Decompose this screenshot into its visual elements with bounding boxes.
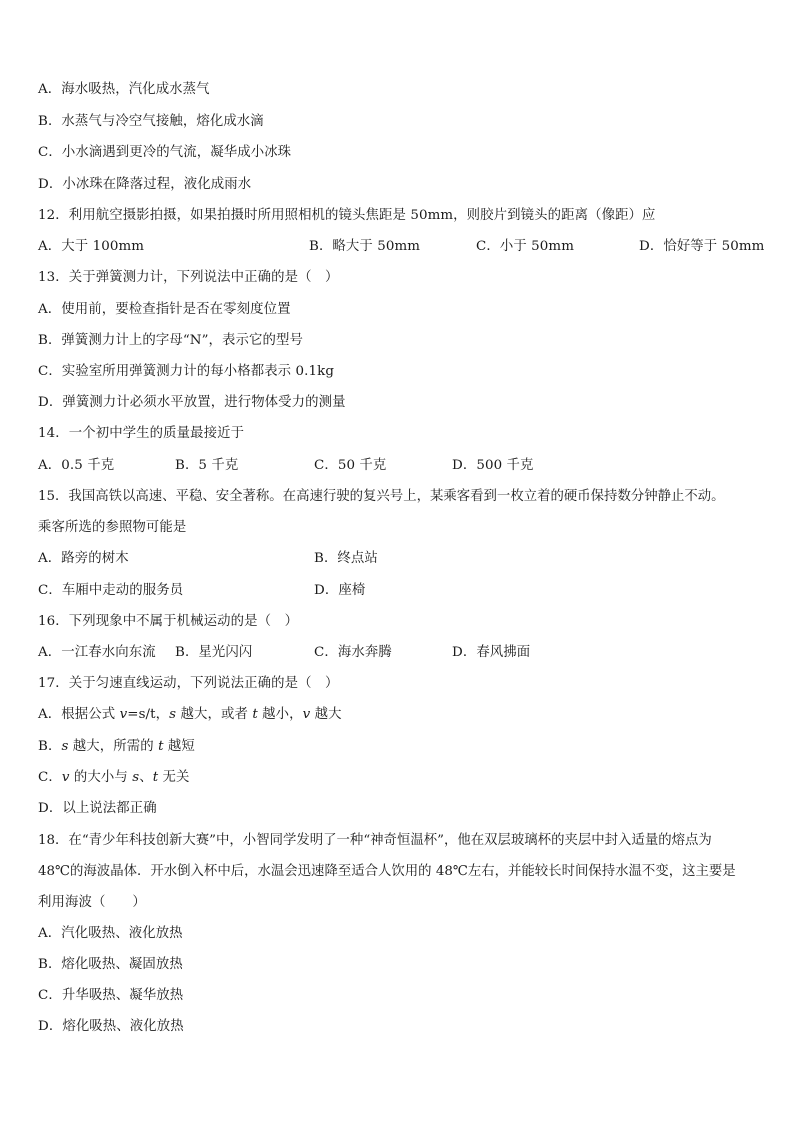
q13-stem: 13．关于弹簧测力计，下列说法中正确的是（ ） <box>38 270 339 285</box>
q16-option-c: C．海水奔腾 <box>314 645 392 660</box>
q18-option-c: C．升华吸热、凝华放热 <box>38 988 184 1003</box>
q18-option-a: A．汽化吸热、液化放热 <box>38 926 183 941</box>
q17b-var-s: s <box>61 739 69 754</box>
q14-options <box>38 456 638 476</box>
q12-stem: 12．利用航空摄影拍摄，如果拍摄时所用照相机的镜头焦距是 50mm，则胶片到镜头的距离（像距）应 <box>38 208 656 223</box>
q17-option-c <box>38 768 190 788</box>
q17c-end: 无关 <box>158 770 190 785</box>
q14-option-b: B．5 千克 <box>175 458 239 473</box>
q17b-mid: 越大，所需的 <box>68 739 159 754</box>
q17c-var-t: t <box>152 770 159 785</box>
q15-option-c: C．车厢中走动的服务员 <box>38 583 184 598</box>
q12-option-d: D．恰好等于 50mm <box>639 239 765 254</box>
q17a-var-t: t <box>252 707 258 722</box>
q17c-sep: 、 <box>139 770 153 785</box>
q11-option-d: D．小冰珠在降落过程，液化成雨水 <box>38 177 252 192</box>
q17a-var-v: v <box>119 707 128 722</box>
q17b-end: 越短 <box>163 739 195 754</box>
q17-option-d: D．以上说法都正确 <box>38 801 157 816</box>
q14-stem: 14．一个初中学生的质量最接近于 <box>38 426 245 441</box>
q15-options-row2 <box>38 581 638 601</box>
q15-stem-line1: 15．我国高铁以高速、平稳、安全著称。在高速行驶的复兴号上，某乘客看到一枚立着的硬币保持数分钟静止不动。 <box>38 489 725 504</box>
q14-option-c: C．50 千克 <box>314 458 387 473</box>
q13-option-a: A．使用前，要检查指针是否在零刻度位置 <box>38 302 291 317</box>
q16-option-b: B．星光闪闪 <box>175 645 253 660</box>
q15-option-b: B．终点站 <box>314 551 378 566</box>
q17a-end: 越大 <box>310 707 342 722</box>
q15-stem-line2: 乘客所选的参照物可能是 <box>38 520 187 535</box>
q18-stem-line1: 18．在“青少年科技创新大赛”中，小智同学发明了一种“神奇恒温杯”，他在双层玻璃杯的夹层中封入适量的熔点为 <box>38 833 712 848</box>
q17b-var-t: t <box>158 739 164 754</box>
q18-option-b: B．熔化吸热、凝固放热 <box>38 957 183 972</box>
q17c-prefix: C． <box>38 770 62 785</box>
q17-option-a <box>38 705 342 725</box>
q11-option-a: A．海水吸热，汽化成水蒸气 <box>38 82 210 97</box>
q13-option-d: D．弹簧测力计必须水平放置，进行物体受力的测量 <box>38 395 346 410</box>
q15-options-row1 <box>38 549 638 569</box>
q17c-var-v: v <box>61 770 70 785</box>
q12-option-b: B．略大于 50mm <box>309 239 421 254</box>
q15-option-a: A．路旁的树木 <box>38 551 129 566</box>
q13-option-b: B．弹簧测力计上的字母“N”，表示它的型号 <box>38 333 303 348</box>
q18-stem-line3: 利用海波（ ） <box>38 895 146 910</box>
q17c-mid: 的大小与 <box>69 770 133 785</box>
q17a-mid1: 越大，或者 <box>176 707 253 722</box>
q14-option-a: A．0.5 千克 <box>38 458 115 473</box>
q12-option-c: C．小于 50mm <box>476 239 575 254</box>
q17a-prefix: A．根据公式 <box>38 707 120 722</box>
q16-options <box>38 643 638 663</box>
q11-option-c: C．小水滴遇到更冷的气流，凝华成小冰珠 <box>38 145 292 160</box>
q17b-prefix: B． <box>38 739 62 754</box>
q12-option-a: A．大于 100mm <box>38 239 145 254</box>
q17c-var-s: s <box>132 770 140 785</box>
q17a-formula: =s/t <box>127 707 156 722</box>
q11-option-b: B．水蒸气与冷空气接触，熔化成水滴 <box>38 114 264 129</box>
q16-option-d: D．春风拂面 <box>452 645 531 660</box>
q13-option-c: C．实验室所用弹簧测力计的每小格都表示 0.1kg <box>38 364 335 379</box>
q16-stem: 16．下列现象中不属于机械运动的是（ ） <box>38 614 299 629</box>
q18-stem-line2: 48℃的海波晶体．开水倒入杯中后，水温会迅速降至适合人饮用的 48℃左右，并能较长时间保持水温不变，这主要是 <box>38 864 736 879</box>
q17a-comma: ， <box>155 707 170 722</box>
q17a-var-s: s <box>169 707 177 722</box>
q17-stem: 17．关于匀速直线运动，下列说法正确的是（ ） <box>38 676 339 691</box>
q17a-mid2: 越小， <box>257 707 303 722</box>
q14-option-d: D．500 千克 <box>452 458 534 473</box>
q16-option-a: A．一江春水向东流 <box>38 645 156 660</box>
q12-options <box>38 237 765 257</box>
q17a-var-v2: v <box>302 707 311 722</box>
q18-option-d: D．熔化吸热、液化放热 <box>38 1019 184 1034</box>
q17-option-b <box>38 737 195 757</box>
q15-option-d: D．座椅 <box>314 583 366 598</box>
